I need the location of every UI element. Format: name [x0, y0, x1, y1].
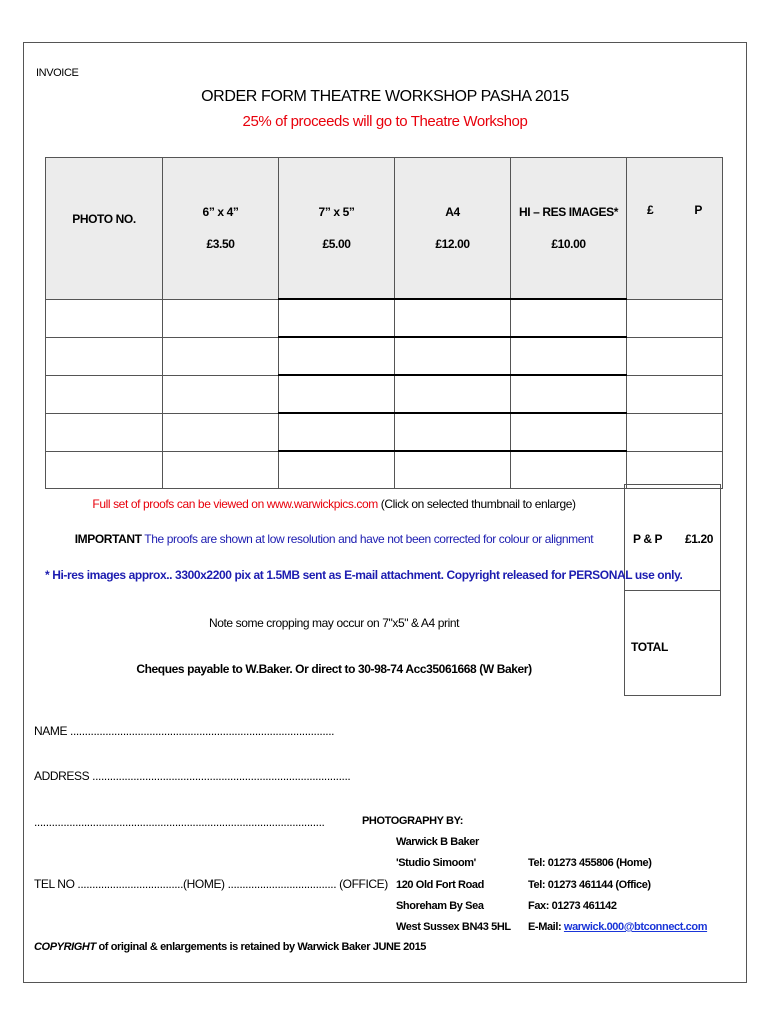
table-cell[interactable]	[163, 375, 279, 413]
column-amount	[627, 158, 723, 300]
table-row	[46, 337, 723, 375]
table-cell[interactable]	[395, 299, 511, 337]
invoice-label: INVOICE	[36, 67, 79, 79]
studio-name: 'Studio Simoom'	[396, 857, 476, 869]
tel-home: Tel: 01273 455806 (Home)	[528, 857, 652, 869]
table-cell[interactable]	[627, 299, 723, 337]
column-a4	[395, 158, 511, 300]
email-label: E-Mail:	[528, 921, 564, 933]
copyright-text: of original & enlargements is retained by Warwick Baker JUNE 2015	[95, 941, 427, 953]
table-cell[interactable]	[395, 413, 511, 451]
important-label: IMPORTANT	[74, 532, 142, 546]
table-cell[interactable]	[46, 337, 163, 375]
table-cell[interactable]	[163, 451, 279, 489]
column-hi-res	[511, 158, 627, 300]
proofs-note	[45, 497, 623, 511]
column-6x4	[163, 158, 279, 300]
table-cell[interactable]	[511, 299, 627, 337]
page-title: ORDER FORM THEATRE WORKSHOP PASHA 2015	[201, 88, 569, 105]
pounds-label: £	[647, 203, 654, 218]
column-label: HI – RES IMAGES*	[519, 205, 618, 219]
table-cell[interactable]	[627, 375, 723, 413]
total-label: TOTAL	[631, 640, 668, 654]
column-photo-no	[46, 158, 163, 300]
table-cell[interactable]	[279, 413, 395, 451]
column-price: £10.00	[551, 237, 586, 251]
table-cell[interactable]	[163, 299, 279, 337]
totals-box	[624, 484, 721, 696]
proofs-link-text: Full set of proofs can be viewed on www.warwickpics.com	[92, 497, 378, 511]
street-address: 120 Old Fort Road	[396, 879, 484, 891]
cropping-note: Note some cropping may occur on 7"x5" & A4 print	[208, 616, 460, 630]
column-label: 6” x 4”	[202, 205, 239, 220]
column-price: £3.50	[206, 237, 235, 252]
table-row	[46, 375, 723, 413]
table-cell[interactable]	[163, 337, 279, 375]
table-cell[interactable]	[395, 337, 511, 375]
table-cell[interactable]	[46, 451, 163, 489]
order-table	[45, 157, 723, 489]
column-7x5	[279, 158, 395, 300]
table-cell[interactable]	[279, 299, 395, 337]
column-label: A4	[445, 205, 460, 219]
table-cell[interactable]	[46, 413, 163, 451]
county-postcode: West Sussex BN43 5HL	[396, 921, 511, 933]
email-line	[528, 921, 707, 933]
pp-label: P & P	[633, 532, 663, 546]
table-cell[interactable]	[627, 337, 723, 375]
table-cell[interactable]	[395, 451, 511, 489]
proofs-instruction: (Click on selected thumbnail to enlarge)	[377, 497, 576, 511]
tel-office: Tel: 01273 461144 (Office)	[528, 879, 651, 891]
totals-divider	[625, 590, 720, 591]
table-cell[interactable]	[627, 451, 723, 489]
address-field[interactable]: ADDRESS ........................................................................................	[34, 769, 351, 783]
photographer-name: Warwick B Baker	[396, 836, 479, 848]
important-note	[45, 532, 623, 546]
table-cell[interactable]	[279, 375, 395, 413]
table-cell[interactable]	[511, 451, 627, 489]
table-cell[interactable]	[46, 375, 163, 413]
table-cell[interactable]	[511, 375, 627, 413]
page-subtitle: 25% of proceeds will go to Theatre Workshop	[242, 113, 528, 130]
email-link[interactable]: warwick.000@btconnect.com	[563, 921, 708, 933]
table-row	[46, 451, 723, 489]
table-row	[46, 299, 723, 337]
column-price: £12.00	[435, 237, 470, 251]
order-table-header	[46, 158, 723, 300]
tel-field[interactable]: TEL NO ....................................(HOME) ..................................... (OFFICE)	[34, 877, 388, 891]
table-row	[46, 413, 723, 451]
column-price: £5.00	[322, 237, 351, 251]
cheques-note: Cheques payable to W.Baker. Or direct to 30-98-74 Acc35061668 (W Baker)	[136, 662, 532, 676]
table-cell[interactable]	[395, 375, 511, 413]
table-cell[interactable]	[279, 451, 395, 489]
table-cell[interactable]	[163, 413, 279, 451]
table-cell[interactable]	[46, 299, 163, 337]
important-text: The proofs are shown at low resolution and have not been corrected for colour or alignment	[141, 532, 594, 546]
pence-label: P	[694, 203, 702, 218]
fax: Fax: 01273 461142	[528, 900, 617, 912]
table-cell[interactable]	[511, 413, 627, 451]
table-cell[interactable]	[627, 413, 723, 451]
pp-value: £1.20	[685, 532, 714, 546]
photography-heading: PHOTOGRAPHY BY:	[362, 815, 463, 827]
town: Shoreham By Sea	[396, 900, 484, 912]
copyright-notice	[34, 941, 426, 953]
column-label: 7” x 5”	[318, 205, 355, 219]
address-line-2-field[interactable]: ...................................................................................................	[34, 815, 325, 829]
hires-note: * Hi-res images approx.. 3300x2200 pix at 1.5MB sent as E-mail attachment. Copyright released for PERSONAL use only.	[45, 568, 683, 582]
table-cell[interactable]	[279, 337, 395, 375]
name-field[interactable]: NAME ..........................................................................................	[34, 724, 335, 738]
copyright-word: COPYRIGHT	[34, 941, 96, 953]
table-cell[interactable]	[511, 337, 627, 375]
column-label: PHOTO NO.	[72, 212, 136, 227]
